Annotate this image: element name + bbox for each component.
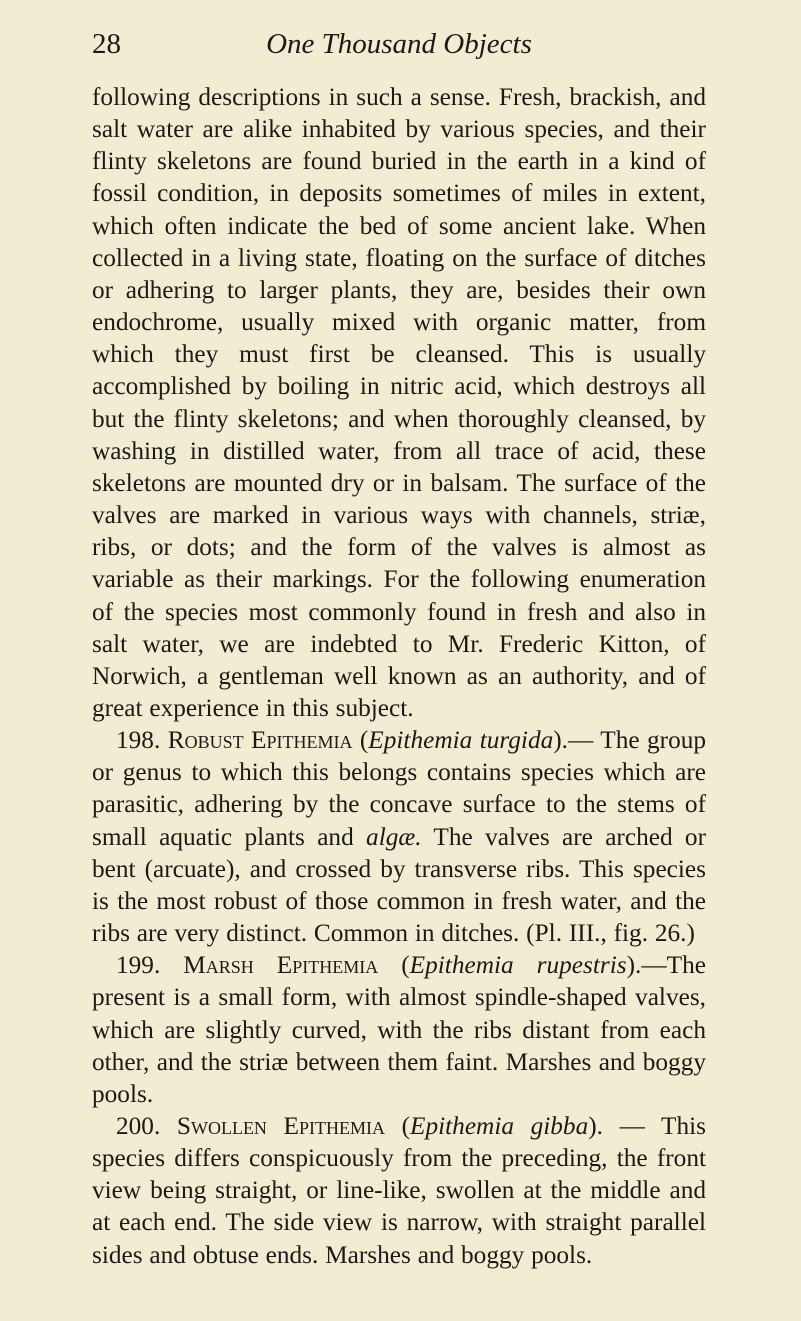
entry-latin-name: Epithemia rupestris [409,951,627,980]
entry-text-continued: The valves are arched or bent (arcuate), and crossed by transverse ribs. This species is the most robust of those common in fresh water, and the ribs are very distinct. Common in ditches. (Pl. III., fig. 26.) [92,822,706,948]
running-title: One Thousand Objects [266,28,532,60]
entry-latin-name: Epithemia gibba [410,1112,589,1140]
entry-200: 200. Swollen Epithemia (Epithemia gibba). — This species differs conspicuously from the preceding, the front view being straight, or line-like, swollen at the middle and at each end. The side view is narrow, with straight parallel sides and obtuse ends. Marshes and boggy pools. [92,1112,706,1269]
entry-common-name: Marsh Epithemia [183,951,379,980]
entry-number: 198. [116,726,161,755]
entry-198: 198. Robust Epithemia (Epithemia turgida).— The group or genus to which this belongs contains species which are parasitic, adhering by the concave surface to the stems of small aquatic plants and algæ. The valves are arched or bent (arcuate), and crossed by transverse ribs. This species is the most robust of those common in fresh water, and the ribs are very distinct. Common in ditches. (Pl. III., fig. 26.) [92,726,707,948]
body-text [92,81,706,1271]
entry-latin-name: Epithemia turgida [368,726,554,755]
entry-common-name: Robust Epithemia [167,726,353,755]
entry-italic-term: algæ. [366,822,422,851]
intro-paragraph: following descriptions in such a sense. Fresh, brackish, and salt water are alike inhabited by various species, and their flinty skeletons are found buried in the earth in a kind of fossil condition, in deposits sometimes of miles in extent, which often indicate the bed of some ancient lake. When collected in a living state, floating on the surface of ditches or adhering to larger plants, they are, besides their own endochrome, usually mixed with organic matter, from which they must first be cleansed. This is usually accomplished by boiling in nitric acid, which destroys all but the flinty skeletons; and when thoroughly cleansed, by washing in distilled water, from all trace of acid, these skeletons are mounted dry or in balsam. The surface of the valves are marked in various ways with channels, striæ, ribs, or dots; and the form of the valves is almost as variable as their markings. For the following enumeration of the species most commonly found in fresh and also in salt water, we are indebted to Mr. Frederic Kitton, of Norwich, a gentleman well known as an authority, and of great experience in this subject. [92,83,706,722]
entry-199: 199. Marsh Epithemia (Epithemia rupestris).—The present is a small form, with almost spindle-shaped valves, which are slightly curved, with the ribs distant from each other, and the striæ between them faint. Marshes and boggy pools. [92,951,707,1108]
page-number: 28 [92,28,121,60]
entry-text: This species differs conspicuously from the preceding, the front view being straight, or line-like, swollen at the middle and at each end. The side view is narrow, with straight parallel sides and obtuse ends. Marshes and boggy pools. [92,1112,706,1269]
entry-text: The present is a small form, with almost spindle-shaped valves, which are slightly curved, with the ribs distant from each other, and the striæ between them faint. Marshes and boggy pools. [92,951,707,1108]
entry-number: 200. [116,1112,161,1140]
page-header [92,28,706,68]
entry-number: 199. [116,951,161,980]
entry-text: The group or genus to which this belongs contains species which are parasitic, adhering by the concave surface to the stems of small aquatic plants and [92,726,707,851]
entry-common-name: Swollen Epithemia [176,1112,385,1140]
